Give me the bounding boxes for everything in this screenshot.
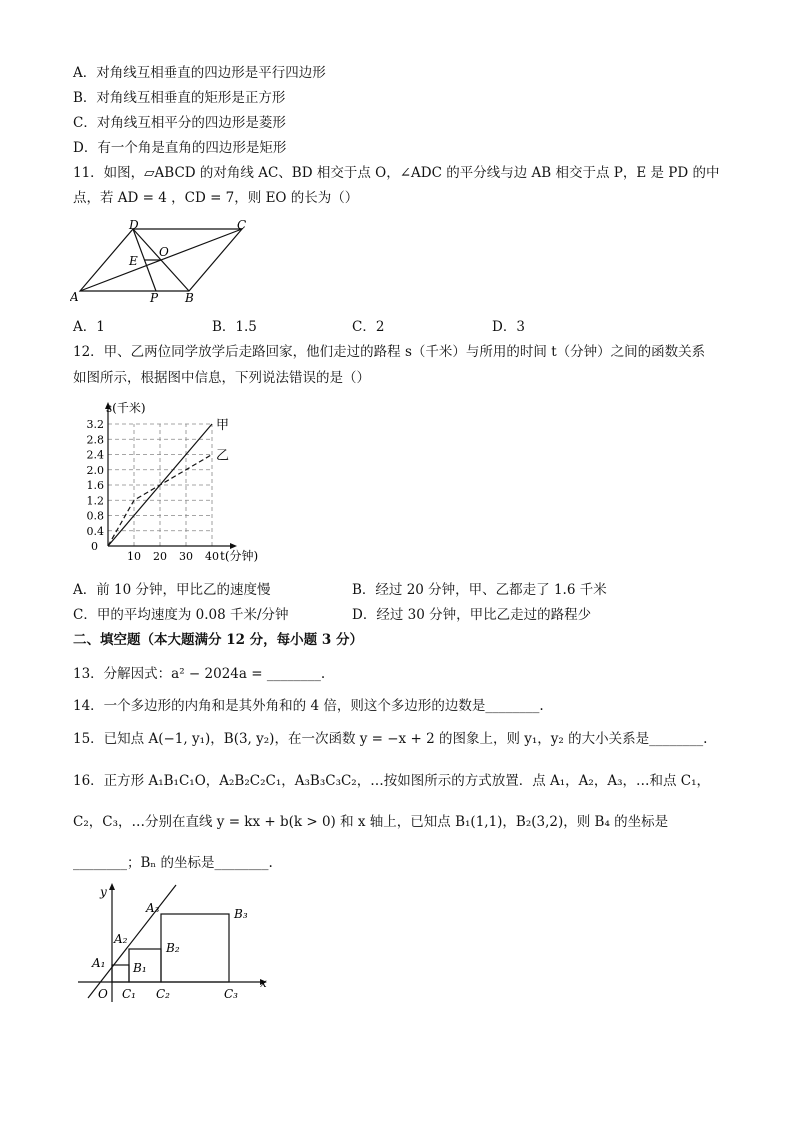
q16-line3: ________；Bₙ 的坐标是________. — [73, 855, 273, 871]
y-tick-label: 0.8 — [86, 509, 104, 523]
label-p: P — [150, 291, 159, 305]
label-d: D — [129, 218, 139, 232]
q11-option-c: C．2 — [352, 319, 385, 335]
q12-stem-line2: 如图所示，根据图中信息，下列说法错误的是（） — [73, 370, 370, 386]
q14-text: 14．一个多边形的内角和是其外角和的 4 倍，则这个多边形的边数是________. — [73, 698, 544, 714]
q12-stem-line1: 12．甲、乙两位同学放学后走路回家，他们走过的路程 s（千米）与所用的时间 t（分钟）之间的函数关系 — [73, 344, 706, 360]
q10-option-d: D．有一个角是直角的四边形是矩形 — [73, 140, 287, 156]
x-tick-label: 10 — [127, 550, 141, 563]
q11-stem-line2: 点，若 AD = 4 ，CD = 7，则 EO 的长为（） — [73, 190, 359, 206]
square-1 — [112, 965, 129, 982]
q10-option-a: A．对角线互相垂直的四边形是平行四边形 — [73, 65, 326, 81]
label-o: O — [98, 987, 108, 1001]
q16-line2: C₂，C₃，…分别在直线 y = kx + b(k > 0) 和 x 轴上，已知点 B₁(1,1)，B₂(3,2)，则 B₄ 的坐标是 — [73, 814, 669, 830]
chart-series — [108, 418, 229, 546]
y-tick-label: 0.4 — [86, 524, 104, 538]
y-tick-label: 3.2 — [86, 418, 104, 431]
q12-option-a: A．前 10 分钟，甲比乙的速度慢 — [73, 582, 271, 598]
label-c2: C₂ — [156, 987, 170, 1001]
q16-line1: 16．正方形 A₁B₁C₁O，A₂B₂C₂C₁，A₃B₃C₃C₂，…按如图所示的方式放置．点 A₁，A₂，A₃，…和点 C₁， — [73, 773, 711, 789]
q11-option-b: B．1.5 — [212, 319, 257, 335]
q12-option-d: D．经过 30 分钟，甲比乙走过的路程少 — [352, 607, 592, 623]
x-tick-label: 20 — [153, 550, 167, 563]
q10-option-c: C．对角线互相平分的四边形是菱形 — [73, 115, 286, 131]
y-axis-arrow — [109, 883, 115, 890]
series-label-2: 乙 — [216, 448, 230, 464]
label-c1: C₁ — [122, 987, 136, 1001]
label-b2: B₂ — [166, 941, 180, 955]
label-o: O — [159, 245, 169, 259]
y-tick-label: 1.6 — [86, 479, 104, 492]
label-b: B — [185, 291, 194, 305]
x-axis-label: t(分钟) — [220, 549, 259, 563]
q15-text: 15．已知点 A(−1, y₁)，B(3, y₂)，在一次函数 y = −x + 2 的图象上，则 y₁，y₂ 的大小关系是________. — [73, 731, 708, 747]
label-y: y — [100, 885, 107, 899]
q13-text: 13．分解因式：a² − 2024a = ________. — [73, 666, 326, 682]
label-a3: A₃ — [146, 901, 160, 915]
q10-option-b: B．对角线互相垂直的矩形是正方形 — [73, 90, 286, 106]
q12-option-b: B．经过 20 分钟，甲、乙都走了 1.6 千米 — [352, 582, 607, 598]
y-tick-label: 2.8 — [86, 433, 104, 447]
x-tick-label: 40 — [205, 550, 219, 563]
q16-squares-figure — [70, 880, 280, 1010]
q12-distance-time-chart — [70, 398, 270, 568]
label-x: x — [260, 976, 267, 990]
label-a2: A₂ — [114, 932, 128, 946]
label-c3: C₃ — [224, 987, 238, 1001]
label-a1: A₁ — [92, 956, 106, 970]
x-tick-label: 30 — [179, 550, 193, 563]
y-tick-label: 2.0 — [86, 463, 104, 477]
label-e: E — [129, 254, 138, 268]
y-tick-label: 1.2 — [86, 494, 104, 508]
label-b3: B₃ — [234, 907, 248, 921]
label-a: A — [70, 290, 79, 304]
q12-option-c: C．甲的平均速度为 0.08 千米/分钟 — [73, 607, 289, 623]
origin-label: 0 — [91, 540, 98, 553]
q11-option-d: D．3 — [492, 319, 525, 335]
section2-heading: 二、填空题（本大题满分 12 分，每小题 3 分） — [73, 632, 363, 648]
label-c: C — [237, 218, 247, 232]
y-axis-label: s(千米) — [106, 401, 146, 415]
line-kx-plus-b — [88, 885, 176, 998]
q11-stem-line1: 11．如图，▱ABCD 的对角线 AC、BD 相交于点 O，∠ADC 的平分线与边 AB 相交于点 P，E 是 PD 的中 — [73, 165, 720, 181]
label-b1: B₁ — [133, 961, 147, 975]
q11-option-a: A．1 — [73, 319, 105, 335]
series-label-1: 甲 — [216, 418, 230, 433]
q11-parallelogram-figure — [70, 218, 260, 310]
y-tick-label: 2.4 — [86, 448, 104, 462]
